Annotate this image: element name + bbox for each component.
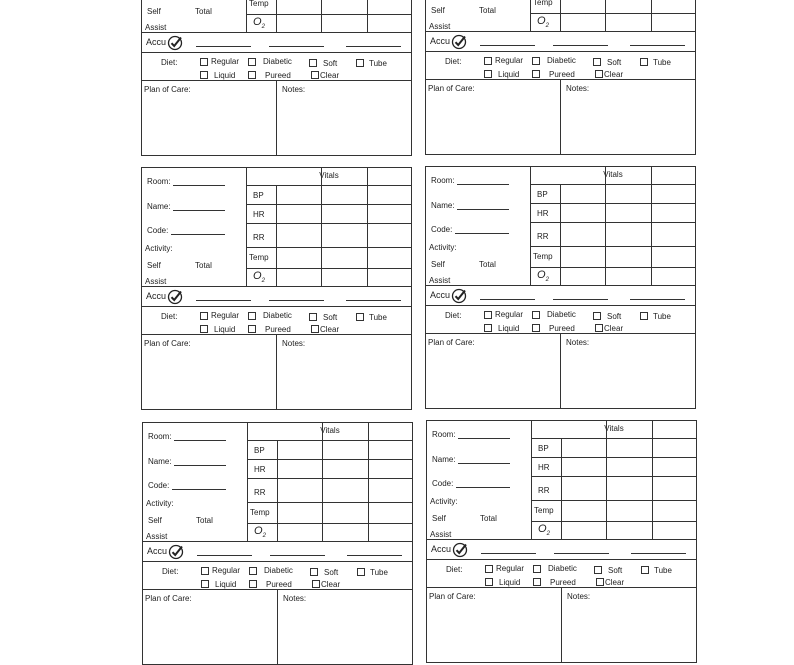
vitals-divider (530, 267, 696, 268)
vitals-col-divider (276, 0, 277, 33)
vitals-divider (531, 521, 697, 522)
total-label: Total (195, 261, 212, 270)
vitals-col-divider (651, 0, 652, 32)
notes-field[interactable] (280, 351, 408, 406)
vitals-divider (246, 223, 412, 224)
diet-label: Diet: (161, 312, 178, 321)
vitals-title: Vitals (603, 170, 623, 179)
o2-label: $O_2$ (253, 270, 265, 285)
diet-pureed-label: Pureed (265, 325, 291, 334)
room-field[interactable] (457, 184, 509, 185)
diet-pureed-label: Pureed (266, 580, 292, 589)
assist-label: Assist (430, 530, 452, 539)
code-label: Code: (147, 226, 169, 235)
diet-regular-label: Regular (212, 566, 241, 575)
patient-card (425, 0, 695, 155)
plan-of-care-label: Plan of Care: (144, 339, 191, 348)
code-field[interactable] (171, 234, 225, 235)
vitals-divider (247, 502, 413, 503)
bp-label: BP (254, 446, 265, 455)
diet-regular-checkbox[interactable] (484, 311, 492, 319)
room-label: Room: (431, 176, 455, 185)
vitals-divider (530, 184, 696, 185)
diet-label: Diet: (161, 58, 178, 67)
plan-of-care-label: Plan of Care: (428, 84, 475, 93)
o2-label: $O_2$ (538, 523, 550, 538)
patient-card (141, 167, 411, 410)
total-label: Total (480, 514, 497, 523)
vitals-divider (531, 438, 697, 439)
patient-card (426, 420, 696, 663)
assist-label: Assist (145, 23, 167, 32)
code-label: Code: (432, 479, 454, 488)
name-label: Name: (431, 201, 455, 210)
accu-field[interactable] (346, 46, 401, 47)
temp-label: Temp (534, 506, 554, 515)
accu-field[interactable] (196, 46, 251, 47)
accu-field[interactable] (269, 300, 324, 301)
diet-liquid-label: Liquid (214, 325, 236, 334)
plan-of-care-field[interactable] (430, 604, 558, 659)
notes-label: Notes: (282, 85, 306, 94)
plan-of-care-label: Plan of Care: (429, 592, 476, 601)
diet-pureed-checkbox[interactable] (532, 324, 540, 332)
vitals-col-divider (605, 166, 606, 286)
accu-label: Accu (147, 546, 168, 556)
plan-of-care-field[interactable] (146, 606, 274, 661)
accu-label: Accu (146, 37, 167, 47)
vitals-col-divider (321, 0, 322, 33)
bp-label: BP (253, 191, 264, 200)
room-field[interactable] (458, 438, 510, 439)
room-field[interactable] (174, 440, 226, 441)
diet-soft-label: Soft (607, 312, 622, 321)
diet-pureed-checkbox[interactable] (248, 71, 256, 79)
accu-field[interactable] (553, 45, 608, 46)
diet-soft-label: Soft (607, 58, 622, 67)
total-label: Total (196, 516, 213, 525)
diet-liquid-label: Liquid (498, 70, 520, 79)
vitals-col-divider (367, 0, 368, 33)
hr-label: HR (254, 465, 266, 474)
diet-pureed-checkbox[interactable] (533, 578, 541, 586)
diet-soft-checkbox[interactable] (594, 566, 602, 574)
vitals-divider (247, 523, 413, 524)
o2-label: $O_2$ (254, 525, 266, 540)
notes-field[interactable] (565, 604, 693, 659)
o2-label: $O_2$ (537, 269, 549, 284)
bp-label: BP (538, 444, 549, 453)
hr-label: HR (537, 209, 549, 218)
name-field[interactable] (457, 209, 509, 210)
vitals-table (246, 0, 412, 33)
circle-check-icon (451, 34, 467, 50)
accu-label: Accu (431, 544, 452, 554)
name-field[interactable] (173, 210, 225, 211)
diet-regular-label: Regular (496, 564, 525, 573)
room-label: Room: (432, 430, 456, 439)
vitals-divider (246, 204, 412, 205)
vitals-col-divider (651, 166, 652, 286)
diet-label: Diet: (445, 311, 462, 320)
hr-label: HR (538, 463, 550, 472)
self-label: Self (432, 514, 446, 523)
o2-label: $O_2$ (253, 16, 265, 31)
diet-soft-checkbox[interactable] (593, 58, 601, 66)
diet-diabetic-label: Diabetic (264, 566, 293, 575)
vitals-col-divider (277, 440, 278, 542)
diet-tube-checkbox[interactable] (641, 566, 649, 574)
diet-label: Diet: (162, 567, 179, 576)
accu-field[interactable] (197, 555, 252, 556)
accu-label: Accu (430, 290, 451, 300)
diet-pureed-label: Pureed (549, 70, 575, 79)
vitals-divider (246, 185, 412, 186)
plan-of-care-label: Plan of Care: (144, 85, 191, 94)
diet-tube-label: Tube (653, 312, 671, 321)
temp-label: Temp (249, 253, 269, 262)
total-label: Total (479, 260, 496, 269)
assist-label: Assist (145, 277, 167, 286)
diet-clear-checkbox[interactable] (311, 325, 319, 333)
vitals-divider (247, 478, 413, 479)
diet-liquid-label: Liquid (499, 578, 521, 587)
diet-diabetic-label: Diabetic (547, 56, 576, 65)
diet-regular-label: Regular (211, 57, 240, 66)
plan-of-care-field[interactable] (429, 96, 557, 151)
notes-field[interactable] (564, 350, 692, 405)
diet-clear-label: Clear (604, 70, 624, 79)
vitals-col-divider (368, 422, 369, 542)
plan-of-care-field[interactable] (429, 350, 557, 405)
accu-field[interactable] (631, 553, 686, 554)
diet-regular-label: Regular (211, 311, 240, 320)
patient-card (425, 166, 695, 409)
name-label: Name: (148, 457, 172, 466)
code-label: Code: (431, 225, 453, 234)
self-label: Self (147, 7, 161, 16)
diet-tube-checkbox[interactable] (356, 313, 364, 321)
diet-pureed-checkbox[interactable] (532, 70, 540, 78)
diet-liquid-checkbox[interactable] (201, 580, 209, 588)
notes-label: Notes: (282, 339, 306, 348)
vitals-divider (247, 459, 413, 460)
plan-notes-divider (276, 334, 277, 410)
diet-liquid-checkbox[interactable] (200, 71, 208, 79)
room-label: Room: (147, 177, 171, 186)
vitals-col-divider (367, 167, 368, 287)
accu-field[interactable] (630, 299, 685, 300)
patient-card (141, 0, 411, 156)
diet-diabetic-label: Diabetic (547, 310, 576, 319)
accu-field[interactable] (480, 299, 535, 300)
diet-diabetic-label: Diabetic (263, 57, 292, 66)
vitals-divider (246, 247, 412, 248)
diet-diabetic-label: Diabetic (548, 564, 577, 573)
name-field[interactable] (174, 465, 226, 466)
diet-tube-checkbox[interactable] (356, 59, 364, 67)
activity-label: Activity: (430, 497, 458, 506)
accu-field[interactable] (480, 45, 535, 46)
diet-liquid-checkbox[interactable] (485, 578, 493, 586)
diet-clear-checkbox[interactable] (595, 70, 603, 78)
vitals-col-divider (605, 0, 606, 32)
circle-check-icon (167, 35, 183, 51)
plan-notes-divider (276, 80, 277, 156)
diet-liquid-label: Liquid (214, 71, 236, 80)
plan-of-care-field[interactable] (145, 97, 273, 152)
diet-soft-label: Soft (323, 59, 338, 68)
vitals-col-divider (652, 420, 653, 540)
diet-diabetic-label: Diabetic (263, 311, 292, 320)
accu-field[interactable] (196, 300, 251, 301)
vitals-col-divider (561, 438, 562, 540)
diet-regular-checkbox[interactable] (201, 567, 209, 575)
diet-regular-label: Regular (495, 310, 524, 319)
diet-clear-label: Clear (604, 324, 624, 333)
circle-check-icon (167, 289, 183, 305)
plan-notes-divider (560, 333, 561, 409)
diet-pureed-label: Pureed (550, 578, 576, 587)
diet-diabetic-checkbox[interactable] (248, 312, 256, 320)
vitals-divider (530, 13, 696, 14)
accu-label: Accu (430, 36, 451, 46)
diet-regular-checkbox[interactable] (200, 312, 208, 320)
temp-label: Temp (249, 0, 269, 8)
plan-of-care-label: Plan of Care: (145, 594, 192, 603)
diet-diabetic-checkbox[interactable] (532, 57, 540, 65)
code-label: Code: (148, 481, 170, 490)
plan-notes-divider (277, 589, 278, 665)
temp-label: Temp (533, 0, 553, 7)
temp-label: Temp (533, 252, 553, 261)
diet-tube-checkbox[interactable] (357, 568, 365, 576)
vitals-title: Vitals (604, 424, 624, 433)
activity-label: Activity: (429, 243, 457, 252)
diet-tube-label: Tube (654, 566, 672, 575)
self-label: Self (147, 261, 161, 270)
diet-tube-label: Tube (369, 59, 387, 68)
diet-tube-checkbox[interactable] (640, 58, 648, 66)
plan-notes-divider (561, 587, 562, 663)
notes-label: Notes: (283, 594, 307, 603)
plan-of-care-field[interactable] (145, 351, 273, 406)
total-label: Total (479, 6, 496, 15)
diet-clear-label: Clear (605, 578, 625, 587)
accu-field[interactable] (346, 300, 401, 301)
notes-label: Notes: (566, 338, 590, 347)
diet-clear-checkbox[interactable] (312, 580, 320, 588)
vitals-divider (531, 500, 697, 501)
vitals-col-divider (322, 422, 323, 542)
diet-regular-checkbox[interactable] (484, 57, 492, 65)
diet-tube-label: Tube (369, 313, 387, 322)
accu-field[interactable] (347, 555, 402, 556)
vitals-divider (531, 457, 697, 458)
room-field[interactable] (173, 185, 225, 186)
diet-soft-checkbox[interactable] (310, 568, 318, 576)
diet-regular-checkbox[interactable] (485, 565, 493, 573)
diet-liquid-checkbox[interactable] (484, 324, 492, 332)
notes-field[interactable] (564, 96, 692, 151)
assist-label: Assist (429, 22, 451, 31)
accu-field[interactable] (270, 555, 325, 556)
diet-pureed-label: Pureed (265, 71, 291, 80)
rr-label: RR (253, 233, 265, 242)
accu-field[interactable] (269, 46, 324, 47)
activity-label: Activity: (145, 244, 173, 253)
diet-clear-label: Clear (321, 580, 341, 589)
assist-label: Assist (146, 532, 168, 541)
temp-label: Temp (250, 508, 270, 517)
circle-check-icon (452, 542, 468, 558)
name-label: Name: (432, 455, 456, 464)
diet-clear-checkbox[interactable] (595, 324, 603, 332)
circle-check-icon (451, 288, 467, 304)
room-label: Room: (148, 432, 172, 441)
diet-clear-checkbox[interactable] (311, 71, 319, 79)
diet-liquid-checkbox[interactable] (200, 325, 208, 333)
diet-clear-label: Clear (320, 71, 340, 80)
code-field[interactable] (456, 487, 510, 488)
diet-regular-checkbox[interactable] (200, 58, 208, 66)
diet-tube-label: Tube (653, 58, 671, 67)
self-label: Self (431, 260, 445, 269)
diet-clear-label: Clear (320, 325, 340, 334)
diet-diabetic-checkbox[interactable] (248, 58, 256, 66)
diet-soft-checkbox[interactable] (309, 59, 317, 67)
notes-field[interactable] (280, 97, 408, 152)
accu-label: Accu (146, 291, 167, 301)
diet-soft-checkbox[interactable] (309, 313, 317, 321)
accu-field[interactable] (553, 299, 608, 300)
vitals-divider (531, 476, 697, 477)
diet-pureed-checkbox[interactable] (249, 580, 257, 588)
vitals-col-divider (276, 185, 277, 287)
hr-label: HR (253, 210, 265, 219)
patient-card (142, 422, 412, 665)
bp-label: BP (537, 190, 548, 199)
diet-soft-checkbox[interactable] (593, 312, 601, 320)
diet-diabetic-checkbox[interactable] (249, 567, 257, 575)
activity-label: Activity: (146, 499, 174, 508)
diet-tube-checkbox[interactable] (640, 312, 648, 320)
diet-pureed-label: Pureed (549, 324, 575, 333)
vitals-divider (530, 203, 696, 204)
notes-label: Notes: (567, 592, 591, 601)
o2-label: $O_2$ (537, 15, 549, 30)
vitals-col-divider (560, 0, 561, 32)
diet-clear-checkbox[interactable] (596, 578, 604, 586)
accu-field[interactable] (554, 553, 609, 554)
assist-label: Assist (429, 276, 451, 285)
plan-notes-divider (560, 79, 561, 155)
name-label: Name: (147, 202, 171, 211)
vitals-divider (246, 14, 412, 15)
circle-check-icon (168, 544, 184, 560)
vitals-title: Vitals (320, 426, 340, 435)
plan-of-care-label: Plan of Care: (428, 338, 475, 347)
diet-soft-label: Soft (608, 566, 623, 575)
accu-field[interactable] (630, 45, 685, 46)
vitals-divider (246, 268, 412, 269)
total-label: Total (195, 7, 212, 16)
diet-tube-label: Tube (370, 568, 388, 577)
diet-diabetic-checkbox[interactable] (532, 311, 540, 319)
self-label: Self (148, 516, 162, 525)
vitals-col-divider (606, 420, 607, 540)
diet-soft-label: Soft (324, 568, 339, 577)
diet-label: Diet: (446, 565, 463, 574)
rr-label: RR (538, 486, 550, 495)
code-field[interactable] (172, 489, 226, 490)
rr-label: RR (537, 232, 549, 241)
rr-label: RR (254, 488, 266, 497)
diet-label: Diet: (445, 57, 462, 66)
vitals-title: Vitals (319, 171, 339, 180)
diet-liquid-label: Liquid (215, 580, 237, 589)
self-label: Self (431, 6, 445, 15)
diet-liquid-label: Liquid (498, 324, 520, 333)
vitals-divider (247, 440, 413, 441)
diet-regular-label: Regular (495, 56, 524, 65)
code-field[interactable] (455, 233, 509, 234)
diet-diabetic-checkbox[interactable] (533, 565, 541, 573)
diet-soft-label: Soft (323, 313, 338, 322)
accu-field[interactable] (481, 553, 536, 554)
vitals-divider (530, 222, 696, 223)
vitals-table (530, 0, 696, 32)
diet-liquid-checkbox[interactable] (484, 70, 492, 78)
notes-field[interactable] (281, 606, 409, 661)
notes-label: Notes: (566, 84, 590, 93)
vitals-col-divider (560, 184, 561, 286)
diet-pureed-checkbox[interactable] (248, 325, 256, 333)
vitals-col-divider (321, 167, 322, 287)
vitals-divider (530, 246, 696, 247)
name-field[interactable] (458, 463, 510, 464)
